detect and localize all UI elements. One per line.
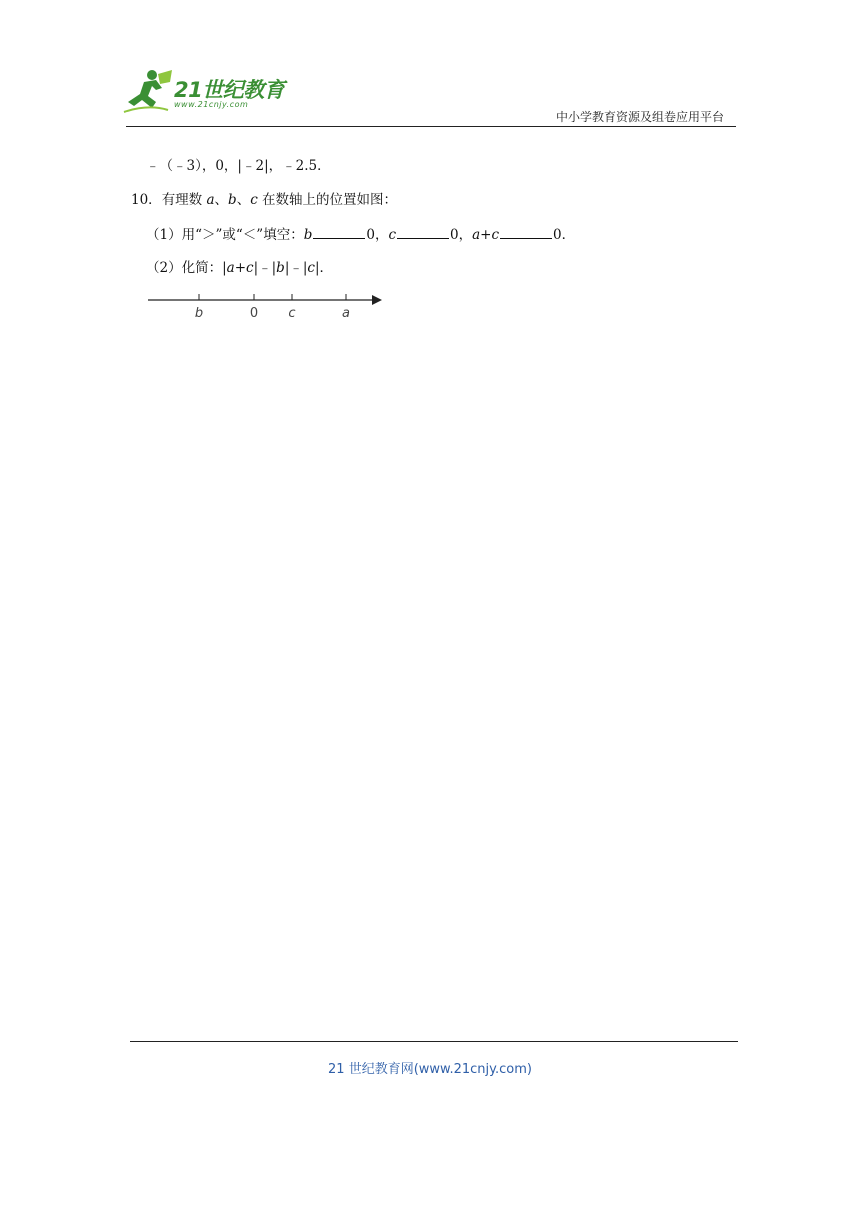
zero-text: 0， <box>366 227 389 243</box>
blank-c[interactable] <box>397 225 449 239</box>
var-c: c <box>388 227 397 243</box>
blank-b[interactable] <box>313 225 365 239</box>
label-a: a <box>342 306 350 321</box>
separator: 、 <box>214 192 229 208</box>
minus-sign: ﹣ <box>289 260 303 276</box>
var-a: a <box>206 192 215 208</box>
runner-logo-icon <box>122 66 174 116</box>
header-divider <box>126 126 736 127</box>
footer-link[interactable]: 21 世纪教育网(www.21cnjy.com) <box>328 1062 532 1077</box>
blank-a-plus-c[interactable] <box>500 225 552 239</box>
zero-text: 0． <box>553 227 576 243</box>
part-1-prefix: （1）用“＞”或“＜”填空： <box>146 227 304 243</box>
label-b: b <box>194 306 204 321</box>
footer-divider <box>130 1041 738 1042</box>
number-line-figure <box>146 290 386 324</box>
var-c: c <box>250 192 258 208</box>
period: ． <box>319 260 334 276</box>
part-2-prefix: （2）化简： <box>146 260 223 276</box>
expr-abs-c: |c| <box>302 260 320 276</box>
header-title: 中小学教育资源及组卷应用平台 <box>555 110 724 124</box>
question-number: 10． <box>131 192 162 208</box>
logo <box>122 66 292 116</box>
var-b: b <box>228 192 237 208</box>
question-text: 有理数 <box>161 192 207 208</box>
label-c: c <box>288 306 296 321</box>
question-text: 在数轴上的位置如图： <box>257 192 398 208</box>
zero-text: 0， <box>450 227 473 243</box>
separator: 、 <box>236 192 251 208</box>
label-0: 0 <box>249 306 259 321</box>
var-b: b <box>303 227 313 243</box>
logo-url: www.21cnjy.com <box>174 100 249 109</box>
minus-sign: ﹣ <box>258 260 272 276</box>
expr-abs-b: |b| <box>271 260 290 276</box>
arrow-head-icon <box>372 295 382 305</box>
question-10 <box>131 191 397 209</box>
question-10-part-1 <box>146 225 575 244</box>
answer-line-values: ﹣（﹣3），0，|﹣2|，﹣2.5． <box>146 158 331 174</box>
logo-text: 21世纪教育 <box>174 78 285 102</box>
question-10-part-2 <box>146 259 333 277</box>
expr-abs-a-plus-c: |a+c| <box>222 260 259 276</box>
var-a-plus-c: a+c <box>472 227 500 243</box>
